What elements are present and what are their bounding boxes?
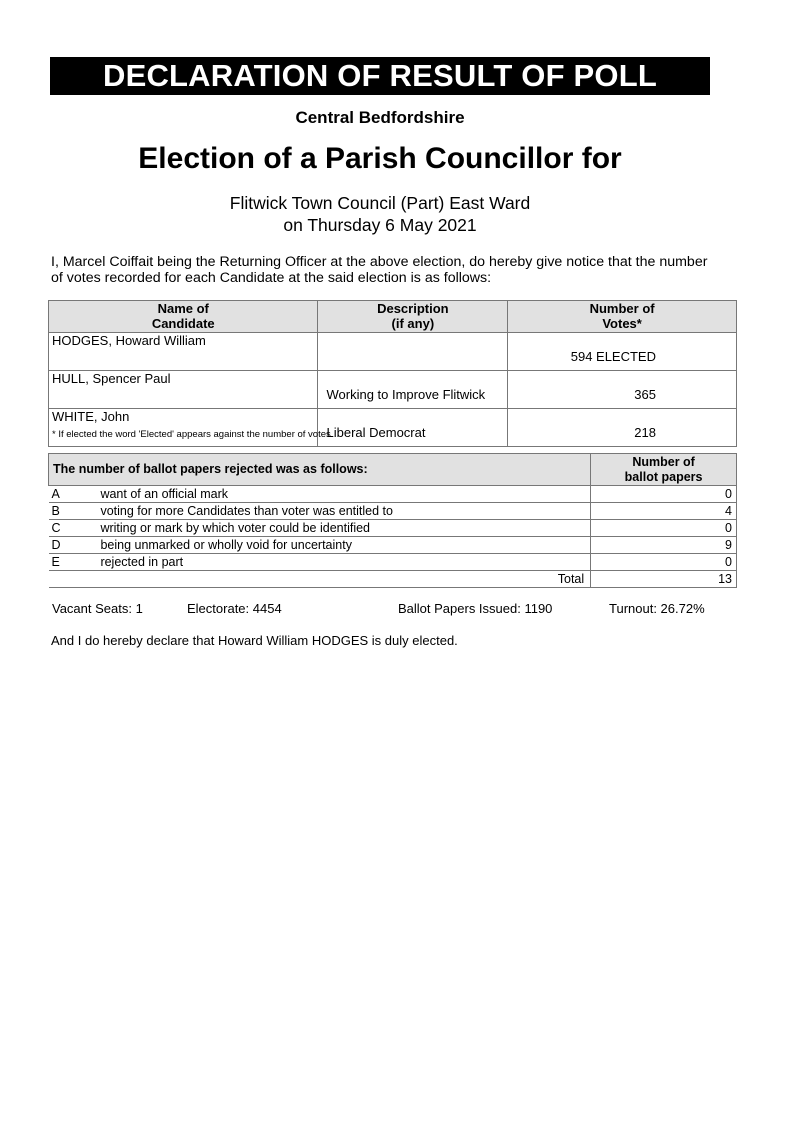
candidate-name: WHITE, John — [49, 409, 318, 447]
rejected-header-row — [49, 454, 737, 486]
reason-letter: E — [49, 554, 97, 571]
reason-count: 0 — [591, 486, 737, 503]
reason-count: 9 — [591, 537, 737, 554]
name-header — [49, 301, 318, 333]
ballot-count-header — [591, 454, 737, 486]
votes-header — [508, 301, 737, 333]
table-row — [49, 537, 737, 554]
description-header — [318, 301, 508, 333]
ballot-papers-issued: Ballot Papers Issued: 1190 — [398, 601, 553, 616]
candidates-header-row — [49, 301, 737, 333]
reason-text: writing or mark by which voter could be identified — [96, 520, 590, 537]
rejected-ballots-table — [48, 453, 737, 588]
votes-header-line1: Number of — [589, 301, 655, 316]
candidate-name: HULL, Spencer Paul — [49, 371, 318, 409]
candidate-description: Liberal Democrat — [318, 409, 508, 447]
notice-text: I, Marcel Coiffait being the Returning Officer at the above election, do hereby give notice that the number of votes recorded for each Candidate at the said election is as follows: — [51, 254, 708, 286]
reason-count: 0 — [591, 554, 737, 571]
candidate-description — [318, 333, 508, 371]
name-header-line1: Name of — [157, 301, 209, 316]
table-row — [49, 333, 737, 371]
name-header-line2: Candidate — [151, 316, 215, 331]
ballot-count-header-line2: ballot papers — [624, 469, 703, 484]
candidate-name: HODGES, Howard William — [49, 333, 318, 371]
candidate-votes: 594 ELECTED — [508, 333, 737, 371]
votes-footnote: * If elected the word 'Elected' appears against the number of votes. — [52, 429, 334, 440]
table-row — [49, 520, 737, 537]
ward-name: Flitwick Town Council (Part) East Ward — [229, 193, 531, 213]
page-title: Election of a Parish Councillor for — [138, 142, 622, 175]
election-date: on Thursday 6 May 2021 — [283, 215, 477, 235]
rejected-heading: The number of ballot papers rejected was as follows: — [49, 454, 591, 486]
description-header-line2: (if any) — [391, 316, 435, 331]
candidates-table — [48, 300, 737, 447]
reason-text: want of an official mark — [96, 486, 590, 503]
table-row — [49, 554, 737, 571]
candidate-votes: 365 — [508, 371, 737, 409]
reason-letter: C — [49, 520, 97, 537]
vacant-seats: Vacant Seats: 1 — [52, 601, 143, 616]
reason-count: 0 — [591, 520, 737, 537]
total-row — [49, 571, 737, 588]
candidate-votes: 218 — [508, 409, 737, 447]
total-label: Total — [49, 571, 591, 588]
table-row — [49, 371, 737, 409]
reason-text: being unmarked or wholly void for uncertainty — [96, 537, 590, 554]
reason-count: 4 — [591, 503, 737, 520]
reason-text: rejected in part — [96, 554, 590, 571]
reason-letter: A — [49, 486, 97, 503]
reason-letter: D — [49, 537, 97, 554]
candidate-description: Working to Improve Flitwick — [318, 371, 508, 409]
table-row — [49, 409, 737, 447]
declaration-text: And I do hereby declare that Howard William HODGES is duly elected. — [51, 633, 458, 648]
reason-letter: B — [49, 503, 97, 520]
description-header-line1: Description — [377, 301, 449, 316]
council-name: Central Bedfordshire — [295, 108, 465, 127]
electorate: Electorate: 4454 — [187, 601, 282, 616]
votes-header-line2: Votes* — [602, 316, 642, 331]
reason-text: voting for more Candidates than voter was entitled to — [96, 503, 590, 520]
total-count: 13 — [591, 571, 737, 588]
turnout: Turnout: 26.72% — [609, 601, 705, 616]
table-row — [49, 486, 737, 503]
table-row — [49, 503, 737, 520]
document-banner: DECLARATION OF RESULT OF POLL — [50, 57, 710, 95]
ballot-count-header-line1: Number of — [632, 454, 695, 469]
